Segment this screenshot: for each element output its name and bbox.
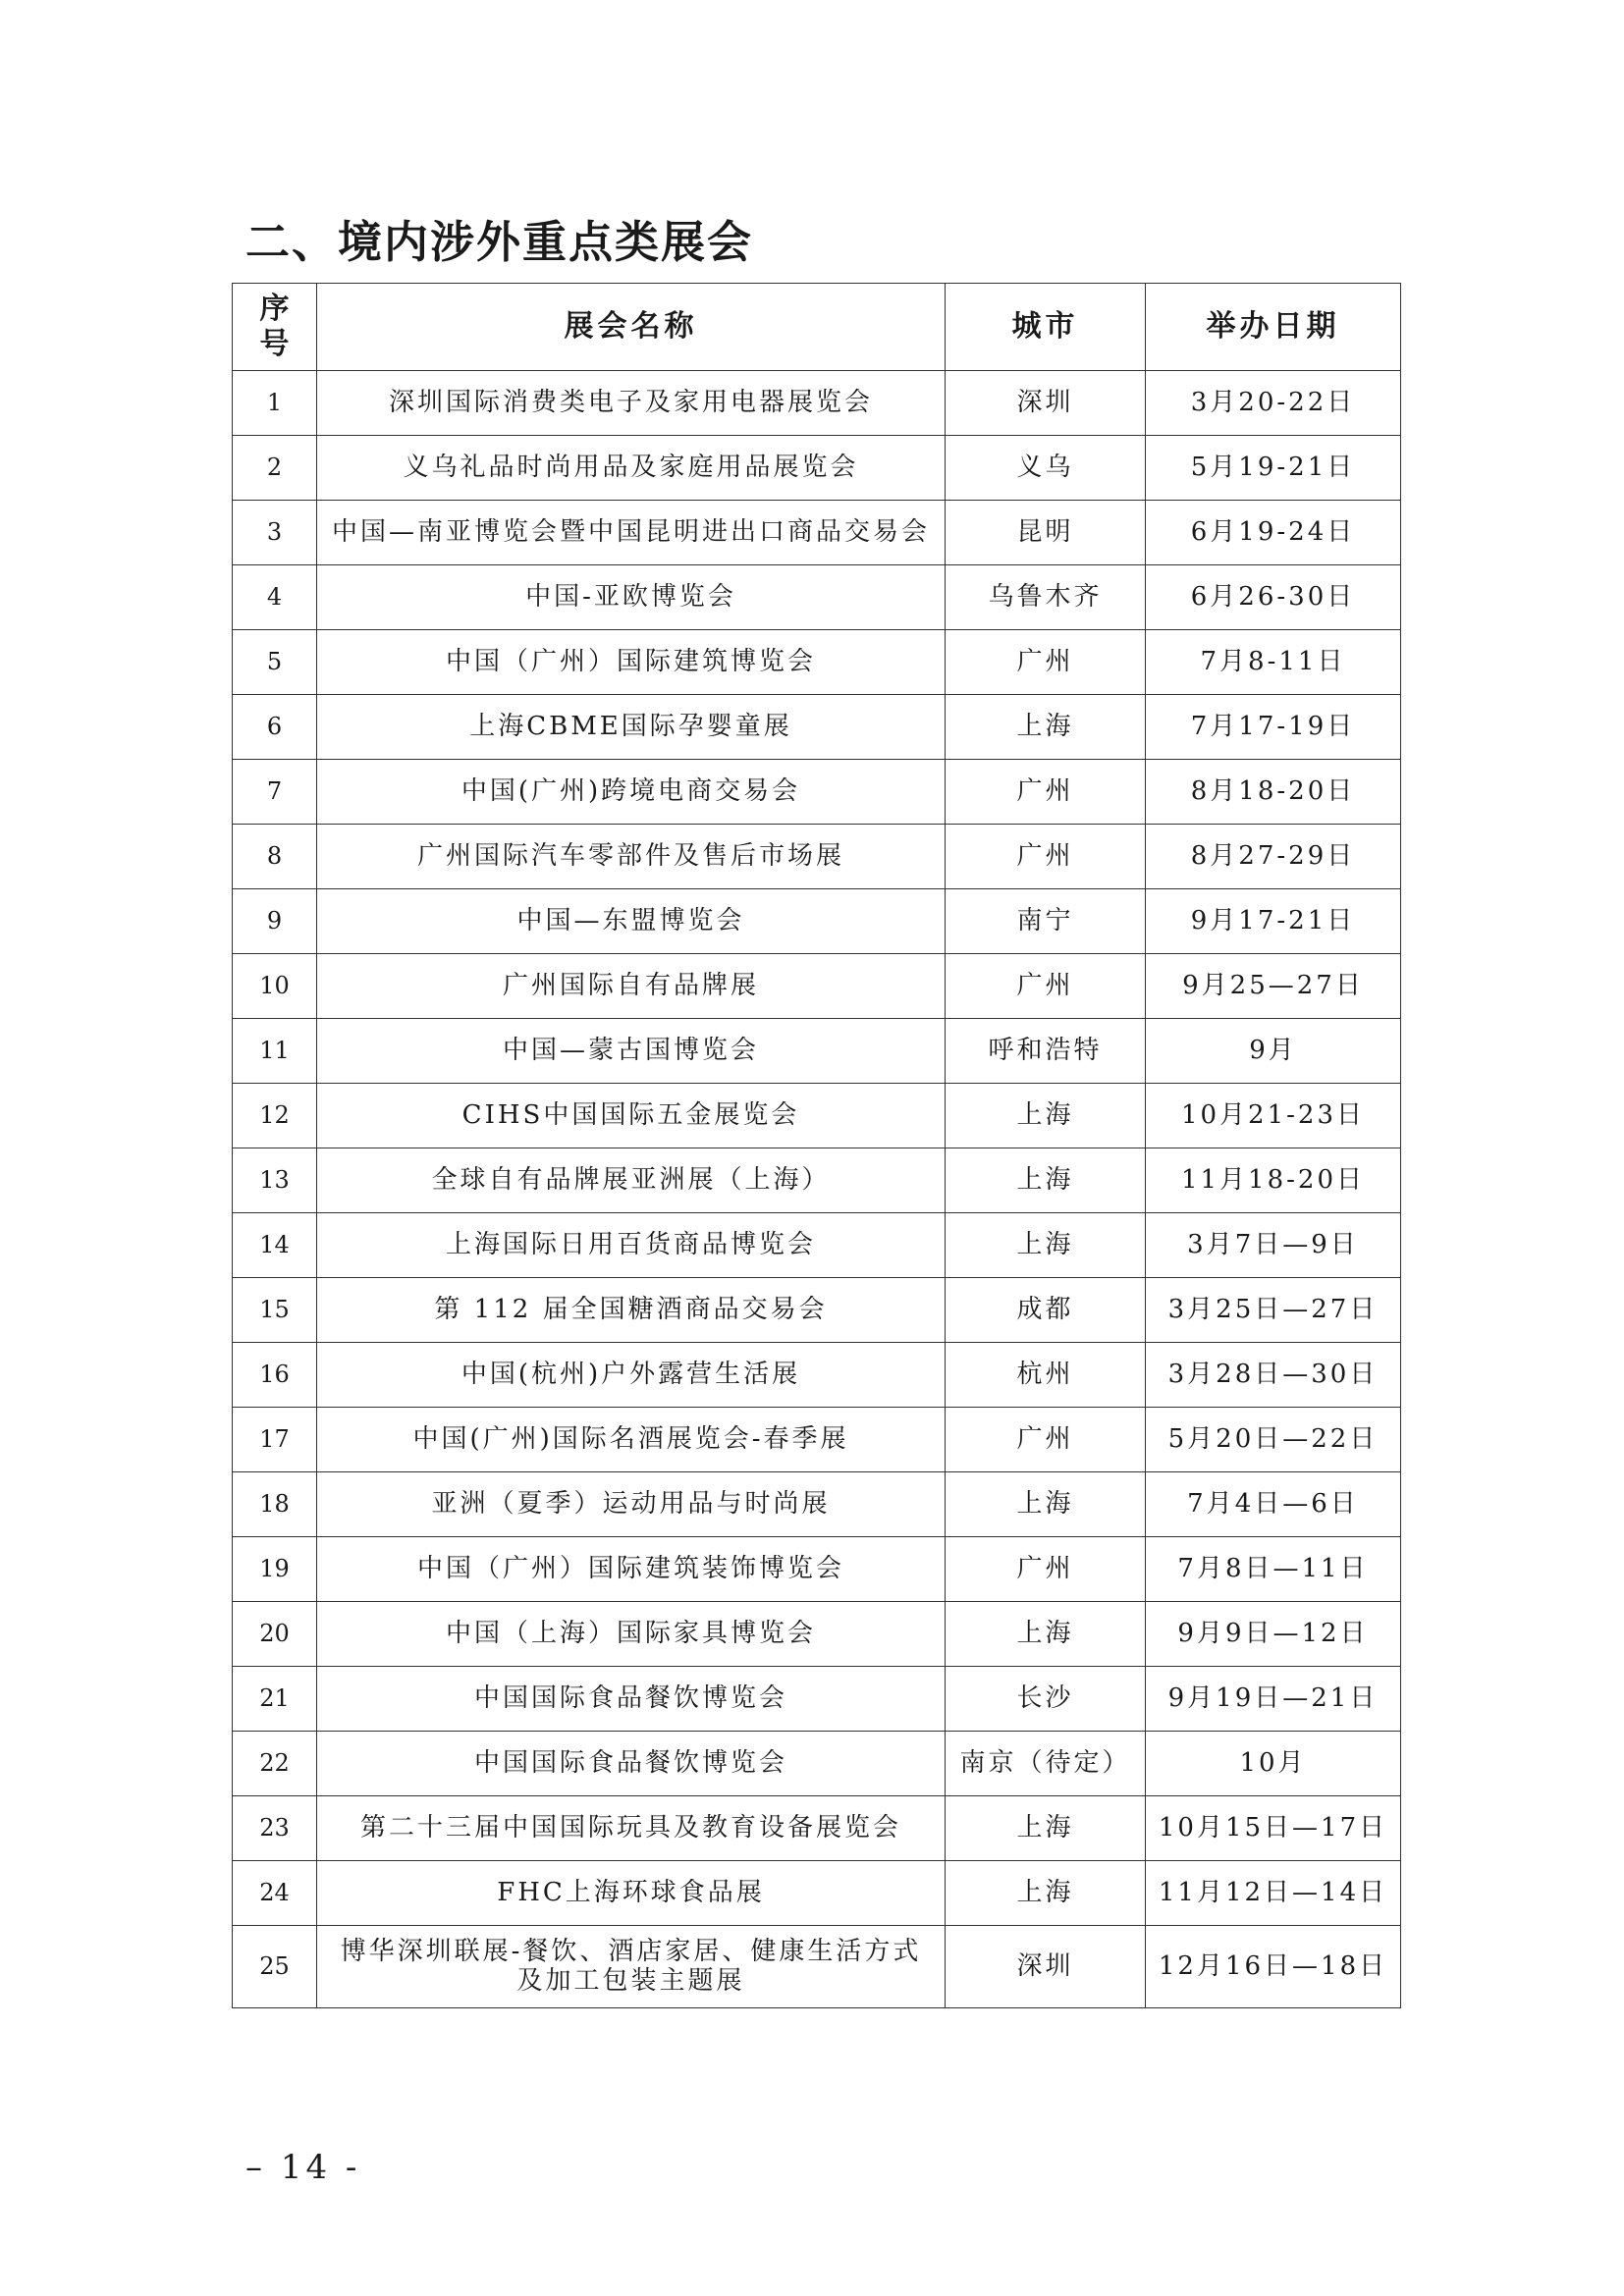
row-number: 6 bbox=[233, 695, 317, 760]
header-serial-line2: 号 bbox=[259, 327, 290, 361]
date: 9月 bbox=[1146, 1019, 1401, 1084]
date: 11月18-20日 bbox=[1146, 1148, 1401, 1213]
exhibition-name: CIHS中国国际五金展览会 bbox=[317, 1084, 946, 1148]
city: 上海 bbox=[946, 1602, 1146, 1667]
date: 12月16日—18日 bbox=[1146, 1926, 1401, 2008]
header-city: 城市 bbox=[946, 284, 1146, 371]
exhibition-name: 中国-亚欧博览会 bbox=[317, 565, 946, 630]
date: 6月26-30日 bbox=[1146, 565, 1401, 630]
city: 上海 bbox=[946, 1148, 1146, 1213]
date: 5月19-21日 bbox=[1146, 436, 1401, 501]
city: 呼和浩特 bbox=[946, 1019, 1146, 1084]
row-number: 7 bbox=[233, 760, 317, 825]
exhibition-name-line2: 及加工包装主题展 bbox=[516, 1965, 745, 1996]
table-row bbox=[233, 1861, 1401, 1926]
table-row bbox=[233, 1408, 1401, 1472]
table-row bbox=[233, 1213, 1401, 1278]
date: 6月19-24日 bbox=[1146, 501, 1401, 565]
date: 8月18-20日 bbox=[1146, 760, 1401, 825]
row-number: 9 bbox=[233, 889, 317, 954]
city: 上海 bbox=[946, 695, 1146, 760]
row-number: 4 bbox=[233, 565, 317, 630]
city: 上海 bbox=[946, 1213, 1146, 1278]
city: 长沙 bbox=[946, 1667, 1146, 1732]
exhibition-name: 中国(杭州)户外露营生活展 bbox=[317, 1343, 946, 1408]
date: 7月17-19日 bbox=[1146, 695, 1401, 760]
row-number: 21 bbox=[233, 1667, 317, 1732]
table-row bbox=[233, 630, 1401, 695]
table-row bbox=[233, 436, 1401, 501]
city: 南京（待定） bbox=[946, 1732, 1146, 1796]
exhibition-name: 中国国际食品餐饮博览会 bbox=[317, 1667, 946, 1732]
exhibition-name: 上海国际日用百货商品博览会 bbox=[317, 1213, 946, 1278]
city: 乌鲁木齐 bbox=[946, 565, 1146, 630]
date: 5月20日—22日 bbox=[1146, 1408, 1401, 1472]
header-serial-line1: 序 bbox=[259, 292, 290, 326]
row-number: 20 bbox=[233, 1602, 317, 1667]
table-row bbox=[233, 371, 1401, 436]
row-number: 3 bbox=[233, 501, 317, 565]
table-row bbox=[233, 760, 1401, 825]
exhibition-name: 中国国际食品餐饮博览会 bbox=[317, 1732, 946, 1796]
header-date: 举办日期 bbox=[1146, 284, 1401, 371]
table-row bbox=[233, 1796, 1401, 1861]
exhibition-name: FHC上海环球食品展 bbox=[317, 1861, 946, 1926]
date: 8月27-29日 bbox=[1146, 825, 1401, 889]
table-row bbox=[233, 1926, 1401, 2008]
row-number: 17 bbox=[233, 1408, 317, 1472]
exhibition-name: 中国—东盟博览会 bbox=[317, 889, 946, 954]
date: 7月4日—6日 bbox=[1146, 1472, 1401, 1537]
row-number: 23 bbox=[233, 1796, 317, 1861]
date: 10月 bbox=[1146, 1732, 1401, 1796]
exhibition-name: 中国—南亚博览会暨中国昆明进出口商品交易会 bbox=[317, 501, 946, 565]
date: 9月17-21日 bbox=[1146, 889, 1401, 954]
row-number: 14 bbox=[233, 1213, 317, 1278]
exhibition-name: 中国（广州）国际建筑博览会 bbox=[317, 630, 946, 695]
city: 广州 bbox=[946, 760, 1146, 825]
city: 上海 bbox=[946, 1796, 1146, 1861]
city: 上海 bbox=[946, 1472, 1146, 1537]
exhibition-name: 全球自有品牌展亚洲展（上海） bbox=[317, 1148, 946, 1213]
date: 7月8日—11日 bbox=[1146, 1537, 1401, 1602]
date: 10月15日—17日 bbox=[1146, 1796, 1401, 1861]
city: 深圳 bbox=[946, 1926, 1146, 2008]
table-row bbox=[233, 1732, 1401, 1796]
row-number: 11 bbox=[233, 1019, 317, 1084]
table-row bbox=[233, 1472, 1401, 1537]
exhibition-table bbox=[232, 283, 1401, 2008]
row-number: 18 bbox=[233, 1472, 317, 1537]
row-number: 5 bbox=[233, 630, 317, 695]
table-row bbox=[233, 565, 1401, 630]
row-number: 19 bbox=[233, 1537, 317, 1602]
date: 9月19日—21日 bbox=[1146, 1667, 1401, 1732]
row-number: 22 bbox=[233, 1732, 317, 1796]
city: 广州 bbox=[946, 1537, 1146, 1602]
table-row bbox=[233, 1667, 1401, 1732]
city: 上海 bbox=[946, 1084, 1146, 1148]
date: 11月12日—14日 bbox=[1146, 1861, 1401, 1926]
date: 3月20-22日 bbox=[1146, 371, 1401, 436]
date: 3月25日—27日 bbox=[1146, 1278, 1401, 1343]
header-exhibition-name: 展会名称 bbox=[317, 284, 946, 371]
city: 昆明 bbox=[946, 501, 1146, 565]
city: 广州 bbox=[946, 954, 1146, 1019]
city: 广州 bbox=[946, 825, 1146, 889]
row-number: 2 bbox=[233, 436, 317, 501]
table-row bbox=[233, 825, 1401, 889]
date: 9月9日—12日 bbox=[1146, 1602, 1401, 1667]
row-number: 15 bbox=[233, 1278, 317, 1343]
row-number: 1 bbox=[233, 371, 317, 436]
exhibition-name: 深圳国际消费类电子及家用电器展览会 bbox=[317, 371, 946, 436]
exhibition-name: 中国（广州）国际建筑装饰博览会 bbox=[317, 1537, 946, 1602]
table-row bbox=[233, 501, 1401, 565]
section-heading: 二、境内涉外重点类展会 bbox=[245, 216, 754, 268]
city: 成都 bbox=[946, 1278, 1146, 1343]
city: 广州 bbox=[946, 1408, 1146, 1472]
row-number: 13 bbox=[233, 1148, 317, 1213]
city: 上海 bbox=[946, 1861, 1146, 1926]
city: 深圳 bbox=[946, 371, 1146, 436]
exhibition-name: 第二十三届中国国际玩具及教育设备展览会 bbox=[317, 1796, 946, 1861]
exhibition-name: 中国—蒙古国博览会 bbox=[317, 1019, 946, 1084]
table-row bbox=[233, 1343, 1401, 1408]
row-number: 16 bbox=[233, 1343, 317, 1408]
exhibition-name: 第 112 届全国糖酒商品交易会 bbox=[317, 1278, 946, 1343]
header-serial-number bbox=[233, 284, 317, 371]
table-row bbox=[233, 1602, 1401, 1667]
table-header-row bbox=[233, 284, 1401, 371]
exhibition-name: 义乌礼品时尚用品及家庭用品展览会 bbox=[317, 436, 946, 501]
date: 10月21-23日 bbox=[1146, 1084, 1401, 1148]
exhibition-name: 亚洲（夏季）运动用品与时尚展 bbox=[317, 1472, 946, 1537]
exhibition-name-line1: 博华深圳联展-餐饮、酒店家居、健康生活方式 bbox=[340, 1936, 922, 1966]
date: 3月7日—9日 bbox=[1146, 1213, 1401, 1278]
city: 广州 bbox=[946, 630, 1146, 695]
city: 杭州 bbox=[946, 1343, 1146, 1408]
city: 南宁 bbox=[946, 889, 1146, 954]
table-row bbox=[233, 1537, 1401, 1602]
row-number: 25 bbox=[233, 1926, 317, 2008]
date: 3月28日—30日 bbox=[1146, 1343, 1401, 1408]
page-number: – 14 - bbox=[245, 2148, 361, 2187]
city: 义乌 bbox=[946, 436, 1146, 501]
row-number: 12 bbox=[233, 1084, 317, 1148]
date: 9月25—27日 bbox=[1146, 954, 1401, 1019]
exhibition-name: 广州国际汽车零部件及售后市场展 bbox=[317, 825, 946, 889]
exhibition-name: 中国（上海）国际家具博览会 bbox=[317, 1602, 946, 1667]
date: 7月8-11日 bbox=[1146, 630, 1401, 695]
table-row bbox=[233, 889, 1401, 954]
exhibition-name: 中国(广州)跨境电商交易会 bbox=[317, 760, 946, 825]
table-row bbox=[233, 954, 1401, 1019]
table-row bbox=[233, 695, 1401, 760]
table-row bbox=[233, 1278, 1401, 1343]
table-row bbox=[233, 1019, 1401, 1084]
exhibition-name bbox=[317, 1926, 946, 2008]
row-number: 8 bbox=[233, 825, 317, 889]
table-row bbox=[233, 1148, 1401, 1213]
table-row bbox=[233, 1084, 1401, 1148]
exhibition-name: 中国(广州)国际名酒展览会-春季展 bbox=[317, 1408, 946, 1472]
row-number: 24 bbox=[233, 1861, 317, 1926]
exhibition-name: 上海CBME国际孕婴童展 bbox=[317, 695, 946, 760]
exhibition-name: 广州国际自有品牌展 bbox=[317, 954, 946, 1019]
row-number: 10 bbox=[233, 954, 317, 1019]
